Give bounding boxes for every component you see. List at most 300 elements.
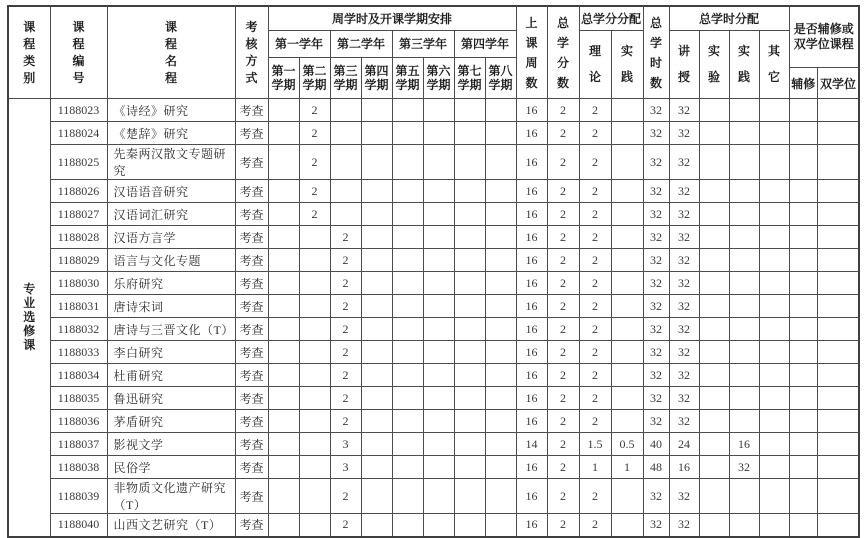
assessment-cell: 考查 — [235, 226, 268, 249]
table-row — [8, 364, 859, 387]
practice-credit-cell — [611, 341, 643, 364]
credits-cell: 2 — [547, 479, 579, 514]
course-number-cell: 1188027 — [50, 203, 107, 226]
other-hours-cell — [759, 180, 789, 203]
semester-cell — [268, 456, 299, 479]
theory-credit-label: 理论 — [589, 44, 602, 85]
course-name-cell: 唐诗与三晋文化（T） — [107, 318, 235, 341]
other-hours-label: 其它 — [768, 44, 781, 85]
lecture-hours-cell: 32 — [669, 387, 699, 410]
double-degree-cell — [817, 203, 859, 226]
weeks-cell: 16 — [516, 364, 547, 387]
credits-cell: 2 — [547, 180, 579, 203]
practice-hours-column-header — [729, 30, 759, 99]
other-hours-cell — [759, 226, 789, 249]
semester-8-label: 第八学期 — [488, 64, 513, 92]
weeks-column-header — [516, 6, 547, 99]
practice-hours-cell — [729, 145, 759, 180]
practice-credit-cell — [611, 514, 643, 537]
practice-credit-cell — [611, 387, 643, 410]
semester-cell — [423, 203, 454, 226]
semester-1-label: 第一学期 — [271, 64, 296, 92]
assessment-cell: 考查 — [235, 295, 268, 318]
experiment-hours-column-header — [699, 30, 729, 99]
double-degree-cell — [817, 249, 859, 272]
experiment-hours-cell — [699, 456, 729, 479]
double-degree-cell — [817, 99, 859, 122]
course-number-cell: 1188030 — [50, 272, 107, 295]
semester-cell: 2 — [299, 122, 330, 145]
semester-3-header — [330, 58, 361, 99]
semester-cell: 2 — [330, 226, 361, 249]
semester-4-header — [361, 58, 392, 99]
course-number-column-header — [50, 6, 107, 99]
minor-cell — [789, 364, 817, 387]
semester-cell — [454, 203, 485, 226]
weeks-cell: 16 — [516, 249, 547, 272]
weeks-cell: 16 — [516, 226, 547, 249]
double-degree-cell — [817, 364, 859, 387]
course-name-cell: 《楚辞》研究 — [107, 122, 235, 145]
course-name-cell: 汉语方言学 — [107, 226, 235, 249]
double-degree-cell — [817, 479, 859, 514]
course-number-cell: 1188035 — [50, 387, 107, 410]
total-hours-cell: 32 — [643, 122, 669, 145]
semester-cell — [423, 272, 454, 295]
table-row — [8, 387, 859, 410]
practice-credit-cell — [611, 318, 643, 341]
experiment-hours-cell — [699, 514, 729, 537]
course-name-column-label: 课程名程 — [164, 19, 177, 85]
semester-cell — [268, 387, 299, 410]
semester-cell — [454, 456, 485, 479]
minor-cell — [789, 479, 817, 514]
credits-column-header — [547, 6, 579, 99]
semester-cell — [485, 249, 516, 272]
year-2-header: 第二学年 — [330, 30, 392, 58]
semester-cell — [392, 226, 423, 249]
year-4-header: 第四学年 — [454, 30, 516, 58]
theory-credit-cell: 2 — [579, 99, 611, 122]
weeks-cell: 16 — [516, 99, 547, 122]
practice-hours-cell — [729, 249, 759, 272]
semester-2-label: 第二学期 — [302, 64, 327, 92]
minor-cell — [789, 249, 817, 272]
weeks-cell: 16 — [516, 122, 547, 145]
weeks-cell: 16 — [516, 295, 547, 318]
table-row — [8, 180, 859, 203]
lecture-hours-cell: 16 — [669, 456, 699, 479]
course-name-cell: 非物质文化遗产研究（T） — [107, 479, 235, 514]
practice-hours-cell — [729, 387, 759, 410]
assessment-cell: 考查 — [235, 456, 268, 479]
experiment-hours-cell — [699, 364, 729, 387]
semester-cell — [392, 479, 423, 514]
semester-cell — [268, 433, 299, 456]
lecture-hours-cell: 32 — [669, 479, 699, 514]
table-row — [8, 295, 859, 318]
minor-cell — [789, 318, 817, 341]
semester-cell — [268, 341, 299, 364]
credits-cell: 2 — [547, 364, 579, 387]
credits-cell: 2 — [547, 249, 579, 272]
semester-cell — [268, 514, 299, 537]
table-row — [8, 226, 859, 249]
semester-cell: 2 — [299, 145, 330, 180]
double-degree-cell — [817, 433, 859, 456]
lecture-hours-cell: 32 — [669, 364, 699, 387]
practice-credit-cell — [611, 364, 643, 387]
semester-cell — [454, 226, 485, 249]
semester-cell — [423, 514, 454, 537]
course-name-cell: 山西文艺研究（T） — [107, 514, 235, 537]
semester-cell — [454, 180, 485, 203]
semester-cell: 2 — [330, 295, 361, 318]
table-row — [8, 122, 859, 145]
hours-column-header — [643, 6, 669, 99]
semester-cell — [361, 99, 392, 122]
practice-hours-cell — [729, 341, 759, 364]
assessment-cell: 考查 — [235, 514, 268, 537]
table-row — [8, 410, 859, 433]
credits-cell: 2 — [547, 295, 579, 318]
experiment-hours-cell — [699, 318, 729, 341]
semester-cell: 2 — [330, 479, 361, 514]
semester-cell — [330, 99, 361, 122]
minor-degree-header — [789, 6, 859, 99]
semester-cell — [268, 226, 299, 249]
course-number-cell: 1188031 — [50, 295, 107, 318]
theory-credit-cell: 2 — [579, 514, 611, 537]
credits-column-label: 总学分数 — [557, 15, 570, 90]
semester-cell: 2 — [330, 514, 361, 537]
table-row — [8, 249, 859, 272]
credits-cell: 2 — [547, 122, 579, 145]
weeks-cell: 16 — [516, 272, 547, 295]
semester-cell — [392, 99, 423, 122]
table-row — [8, 272, 859, 295]
semester-cell — [485, 387, 516, 410]
semester-cell — [485, 122, 516, 145]
total-hours-cell: 32 — [643, 318, 669, 341]
course-name-cell: 鲁迅研究 — [107, 387, 235, 410]
semester-cell — [268, 122, 299, 145]
other-hours-cell — [759, 456, 789, 479]
minor-cell — [789, 514, 817, 537]
weeks-cell: 16 — [516, 514, 547, 537]
course-number-cell: 1188033 — [50, 341, 107, 364]
theory-credit-cell: 2 — [579, 272, 611, 295]
assessment-cell: 考查 — [235, 180, 268, 203]
experiment-hours-cell — [699, 99, 729, 122]
theory-credit-cell: 2 — [579, 479, 611, 514]
course-name-cell: 汉语语音研究 — [107, 180, 235, 203]
semester-cell — [392, 514, 423, 537]
theory-credit-cell: 2 — [579, 318, 611, 341]
semester-cell — [485, 99, 516, 122]
semester-cell — [485, 341, 516, 364]
weeks-cell: 16 — [516, 341, 547, 364]
semester-4-label: 第四学期 — [364, 64, 389, 92]
semester-cell: 2 — [330, 364, 361, 387]
double-degree-cell — [817, 514, 859, 537]
other-hours-cell — [759, 433, 789, 456]
assessment-cell: 考查 — [235, 99, 268, 122]
practice-credit-cell — [611, 295, 643, 318]
course-name-cell: 民俗学 — [107, 456, 235, 479]
experiment-hours-cell — [699, 410, 729, 433]
credits-cell: 2 — [547, 387, 579, 410]
total-hours-cell: 48 — [643, 456, 669, 479]
semester-cell — [485, 410, 516, 433]
semester-cell — [454, 295, 485, 318]
credit-allocation-header: 总学分分配 — [579, 6, 643, 30]
semester-cell — [485, 433, 516, 456]
semester-cell: 2 — [330, 249, 361, 272]
weeks-cell: 16 — [516, 387, 547, 410]
weeks-column-label: 上课周数 — [525, 15, 538, 90]
semester-cell — [392, 456, 423, 479]
minor-cell — [789, 456, 817, 479]
course-number-cell: 1188025 — [50, 145, 107, 180]
practice-hours-label: 实践 — [738, 44, 751, 85]
weeks-cell: 16 — [516, 180, 547, 203]
experiment-hours-cell — [699, 249, 729, 272]
credits-cell: 2 — [547, 145, 579, 180]
semester-cell: 3 — [330, 433, 361, 456]
semester-cell — [361, 180, 392, 203]
semester-cell — [299, 456, 330, 479]
semester-cell — [423, 433, 454, 456]
semester-cell — [423, 249, 454, 272]
semester-cell — [361, 122, 392, 145]
assessment-cell: 考查 — [235, 387, 268, 410]
credits-cell: 2 — [547, 341, 579, 364]
practice-hours-cell — [729, 226, 759, 249]
practice-credit-label: 实践 — [621, 44, 634, 85]
semester-cell — [454, 122, 485, 145]
semester-cell — [454, 479, 485, 514]
course-number-cell: 1188024 — [50, 122, 107, 145]
table-row — [8, 99, 859, 122]
practice-credit-cell — [611, 479, 643, 514]
semester-cell — [299, 318, 330, 341]
course-number-cell: 1188038 — [50, 456, 107, 479]
hours-column-label: 总学时数 — [650, 15, 663, 90]
semester-cell — [454, 318, 485, 341]
assessment-cell: 考查 — [235, 122, 268, 145]
semester-cell — [485, 203, 516, 226]
semester-cell — [299, 364, 330, 387]
other-hours-column-header — [759, 30, 789, 99]
total-hours-cell: 32 — [643, 341, 669, 364]
semester-cell — [361, 364, 392, 387]
minor-degree-subheader — [790, 67, 859, 98]
theory-credit-cell: 2 — [579, 364, 611, 387]
other-hours-cell — [759, 410, 789, 433]
semester-cell — [485, 479, 516, 514]
double-degree-cell — [817, 122, 859, 145]
credits-cell: 2 — [547, 226, 579, 249]
theory-credit-cell: 2 — [579, 226, 611, 249]
category-column-label: 课程类别 — [23, 19, 36, 85]
semester-cell: 3 — [330, 456, 361, 479]
experiment-hours-cell — [699, 226, 729, 249]
total-hours-cell: 32 — [643, 249, 669, 272]
semester-cell — [268, 295, 299, 318]
weeks-cell: 16 — [516, 318, 547, 341]
practice-hours-cell — [729, 180, 759, 203]
semester-cell — [485, 514, 516, 537]
lecture-hours-cell: 32 — [669, 122, 699, 145]
credits-cell: 2 — [547, 410, 579, 433]
semester-cell — [485, 364, 516, 387]
weekly-schedule-header: 周学时及开课学期安排 — [268, 6, 516, 30]
total-hours-cell: 32 — [643, 364, 669, 387]
minor-degree-title-wrap — [790, 7, 859, 67]
practice-hours-cell: 32 — [729, 456, 759, 479]
semester-cell — [299, 226, 330, 249]
assessment-cell: 考查 — [235, 249, 268, 272]
total-hours-cell: 32 — [643, 226, 669, 249]
semester-cell — [423, 387, 454, 410]
practice-hours-cell — [729, 295, 759, 318]
semester-cell — [361, 203, 392, 226]
total-hours-cell: 32 — [643, 272, 669, 295]
weeks-cell: 16 — [516, 479, 547, 514]
practice-credit-cell — [611, 249, 643, 272]
course-number-cell: 1188023 — [50, 99, 107, 122]
credits-cell: 2 — [547, 514, 579, 537]
lecture-hours-column-header — [669, 30, 699, 99]
course-number-cell: 1188039 — [50, 479, 107, 514]
other-hours-cell — [759, 387, 789, 410]
minor-cell — [789, 341, 817, 364]
assessment-cell: 考查 — [235, 145, 268, 180]
minor-cell — [789, 387, 817, 410]
lecture-hours-cell: 32 — [669, 99, 699, 122]
semester-cell — [268, 479, 299, 514]
minor-cell — [789, 433, 817, 456]
semester-cell — [454, 433, 485, 456]
semester-cell — [392, 122, 423, 145]
total-hours-cell: 32 — [643, 295, 669, 318]
minor-cell — [789, 295, 817, 318]
double-degree-cell — [817, 410, 859, 433]
course-number-column-label: 课程编号 — [72, 19, 85, 85]
experiment-hours-cell — [699, 433, 729, 456]
semester-7-label: 第七学期 — [457, 64, 482, 92]
double-degree-cell — [817, 180, 859, 203]
semester-cell — [485, 226, 516, 249]
minor-cell — [789, 99, 817, 122]
semester-cell: 2 — [299, 99, 330, 122]
lecture-hours-label: 讲授 — [678, 44, 691, 85]
semester-cell: 2 — [330, 341, 361, 364]
semester-cell — [454, 410, 485, 433]
semester-cell — [330, 203, 361, 226]
experiment-hours-label: 实验 — [708, 44, 721, 85]
semester-cell — [361, 145, 392, 180]
double-degree-column-header: 双学位 — [819, 76, 856, 91]
semester-7-header — [454, 58, 485, 99]
other-hours-cell — [759, 122, 789, 145]
experiment-hours-cell — [699, 341, 729, 364]
semester-cell — [268, 180, 299, 203]
credits-cell: 2 — [547, 456, 579, 479]
semester-cell — [268, 99, 299, 122]
category-label: 专业选修课 — [23, 282, 36, 353]
semester-cell — [299, 479, 330, 514]
double-degree-cell — [817, 341, 859, 364]
assessment-cell: 考查 — [235, 272, 268, 295]
other-hours-cell — [759, 203, 789, 226]
other-hours-cell — [759, 341, 789, 364]
course-number-cell: 1188028 — [50, 226, 107, 249]
lecture-hours-cell: 32 — [669, 249, 699, 272]
semester-cell — [392, 410, 423, 433]
course-name-column-header — [107, 6, 235, 99]
semester-cell — [299, 295, 330, 318]
lecture-hours-cell: 32 — [669, 180, 699, 203]
semester-cell — [392, 180, 423, 203]
semester-cell — [392, 145, 423, 180]
semester-cell — [268, 364, 299, 387]
semester-cell — [361, 226, 392, 249]
total-hours-cell: 32 — [643, 410, 669, 433]
category-column-header — [8, 6, 50, 99]
credits-cell: 2 — [547, 318, 579, 341]
semester-cell — [454, 145, 485, 180]
double-degree-cell — [817, 145, 859, 180]
semester-cell — [361, 272, 392, 295]
credits-cell: 2 — [547, 272, 579, 295]
semester-cell: 2 — [330, 318, 361, 341]
practice-credit-cell — [611, 272, 643, 295]
lecture-hours-cell: 32 — [669, 318, 699, 341]
total-hours-cell: 32 — [643, 99, 669, 122]
semester-cell — [299, 433, 330, 456]
assessment-column-header — [235, 6, 268, 99]
course-table-body — [8, 99, 859, 537]
minor-cell — [789, 272, 817, 295]
semester-cell — [299, 387, 330, 410]
practice-hours-cell — [729, 122, 759, 145]
other-hours-cell — [759, 514, 789, 537]
lecture-hours-cell: 32 — [669, 145, 699, 180]
semester-cell — [423, 295, 454, 318]
lecture-hours-cell: 32 — [669, 203, 699, 226]
other-hours-cell — [759, 364, 789, 387]
theory-credit-cell: 1 — [579, 456, 611, 479]
total-hours-cell: 32 — [643, 203, 669, 226]
assessment-cell: 考查 — [235, 203, 268, 226]
semester-cell — [392, 387, 423, 410]
lecture-hours-cell: 32 — [669, 341, 699, 364]
semester-cell — [392, 203, 423, 226]
table-row — [8, 145, 859, 180]
practice-credit-cell — [611, 203, 643, 226]
semester-cell — [423, 479, 454, 514]
semester-cell — [392, 433, 423, 456]
semester-cell — [361, 341, 392, 364]
semester-cell — [485, 145, 516, 180]
semester-cell — [268, 249, 299, 272]
semester-8-header — [485, 58, 516, 99]
course-number-cell: 1188029 — [50, 249, 107, 272]
minor-cell — [789, 410, 817, 433]
practice-hours-cell — [729, 99, 759, 122]
